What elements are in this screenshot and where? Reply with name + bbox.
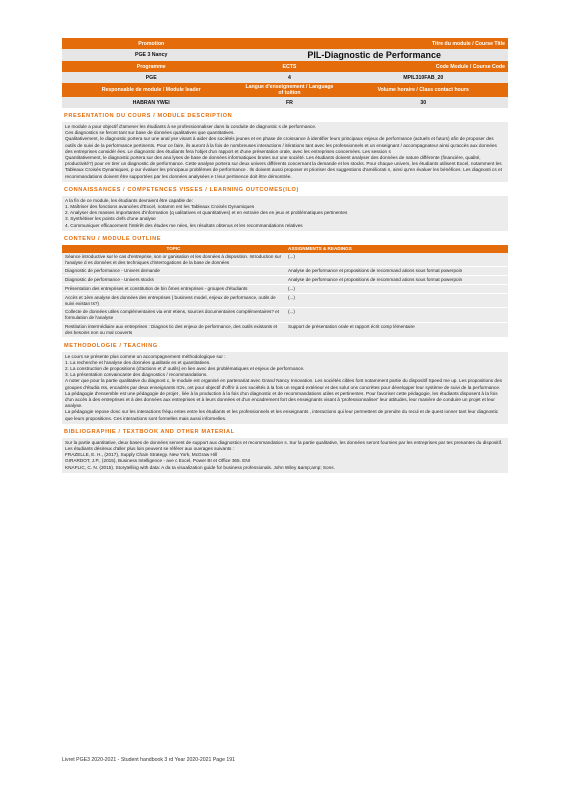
table-row xyxy=(62,253,508,267)
topic-cell: Présentation des entreprises et constitution de bin ômes entreprises - groupes d'étudiants xyxy=(62,285,285,294)
presentation-body xyxy=(62,122,508,182)
module-outline-table xyxy=(62,245,508,338)
topic-cell: Séance introductive sur le cas d'entreprise, son or ganisation et les données à disposition. Introduction sur l'analyse d es données et des techniques d'interrogations de la base de données xyxy=(62,253,285,267)
page-footer: Livret PGE3 2020-2021 - Student handbook 3 rd Year 2020-2021 Page 191 xyxy=(62,757,236,763)
promotion-value: PGE 3 Nancy xyxy=(62,49,240,61)
outcome-line: A la fin de ce module, les étudiants devraient être capable de: xyxy=(65,197,193,203)
teaching-paragraph: 1. La recherche et l'analyse des données qualitativ es et quantitatives. xyxy=(65,359,211,365)
language-label: Langue d'enseignement / Language of tuition xyxy=(240,83,338,97)
presentation-paragraph: Qualitativement, le diagnostic portera sur une anal yse visant à aider des sociétés jeunes et en phase de croissance à identifier leurs principaux enjeux de performance (actuels et futurs) afin de proposer des outils de suivi de la performance pertinents. Pour ce faire, ils auront à la fois de nombreuses interactions / itérations tant avec les professionnels et un enseignant / accompagnateur ainsi qu'accès aux données des entreprises considér ées. Le diagnostic des étudiants fera l'objet d'un rapport et d'une présentation orale, avec les entreprises concernées. Les session s xyxy=(65,136,497,154)
assignment-cell: (...) xyxy=(285,253,508,267)
topic-cell: Diagnostic de performance - Univers stocks xyxy=(62,276,285,285)
ects-label: ECTS xyxy=(240,61,338,72)
assignment-cell: (...) xyxy=(285,293,508,308)
contact-hours-label: Volume horaire / Class contact hours xyxy=(339,83,509,97)
programme-value: PGE xyxy=(62,72,240,83)
outcome-line: 1. Maîtriser des fonctions avancées d'Excel, notamm ent les Tableaux Croisés Dynamiques xyxy=(65,204,255,210)
module-outline-heading: CONTENU / MODULE OUTLINE xyxy=(64,235,162,242)
assignment-cell: (...) xyxy=(285,285,508,294)
topic-column-header: TOPIC xyxy=(62,245,285,253)
course-code-label: Code Module / Course Code xyxy=(339,61,509,72)
table-row xyxy=(62,293,508,308)
table-row xyxy=(62,267,508,276)
outcome-line: 2. Analyser des masses importantes d'information (q ualitatives et quantitatives) et en extraire des en jeux et problématiques pertinentes xyxy=(65,210,348,216)
course-title-label: Titre du module / Course Title xyxy=(240,38,508,49)
outcome-line: 4. Communiquer efficacement l'intérêt des études me nées, les résultats obtenus et les recommandations relatives xyxy=(65,222,303,228)
bibliography-line: Les étudiants désireux d'aller plus loin peuvent se référer aux ouvrages suivants : xyxy=(65,446,234,452)
language-value: FR xyxy=(240,97,338,108)
teaching-paragraph: 2. La construction de propositions (d'actions et d' outils) en lien avec des problématiques et enjeux de performance. xyxy=(65,366,305,372)
course-sheet xyxy=(62,38,508,473)
module-leader-label: Responsable de module / Module leader xyxy=(62,83,240,97)
bibliography-line: FRAZELLE, E. H., (2017), Supply Chain Strategy. New York, McGraw Hill xyxy=(65,452,218,458)
assignments-column-header: ASSIGNMENTS & READINGS xyxy=(285,245,508,253)
teaching-paragraph: A noter que pour la partie qualitative du diagnost c, le module est organisé en partenariat avec Grand Nancy Innovation. Les sociétés cibles font notamment partie du dispositif Speed me up. Les propositions des groupes d'étudia nts, encadrés par deux enseignants ICN, ont pour objectif d'offrir à ces sociétés à la fois un regard extérieur et des solut ons concrètes pour développer leur système de suivi de la performance. xyxy=(65,378,502,390)
topic-cell: Diagnostic de performance - Univers demande xyxy=(62,267,285,276)
ects-value: 4 xyxy=(240,72,338,83)
presentation-heading: PRESENTATION DU COURS / MODULE DESCRIPTION xyxy=(64,113,233,119)
teaching-paragraph: 3. La présentation convaincante des diagnostics / recommandations. xyxy=(65,372,208,378)
course-header-table xyxy=(62,38,508,108)
bibliography-body xyxy=(62,438,508,473)
teaching-heading: METHODOLOGIE / TEACHING xyxy=(64,342,158,349)
presentation-paragraph: Quantitativement, le diagnostic portera sur des ana lyses de base de données informatiques brutes sur une société. Les étudiants doivent analyser des données de nature différente (financière, qualité, productivité?) pour en tirer un diagnostic de performance. Cette analyse portera sur deux univers différents concernant la demande et les stocks. Pour chaque univers, les étudiants utilisent Excel, notamment les Tableaux Croisés Dynamiques, p our évaluer les principaux problèmes de performance . Ils doivent aussi proposer et prioriser des suggestions d'améliorati n, ainsi qu'en évaluer les bénéfices. Les diagnosti cs et recommandations doivent être supportées par les données analysées e t leur pertinence doit être démontrée. xyxy=(65,155,502,179)
outcome-line: 3. Synthétiser les points clefs d'une analyse xyxy=(65,216,156,222)
contact-hours-value: 30 xyxy=(339,97,509,108)
module-leader-value: HABRAN YWEI xyxy=(62,97,240,108)
topic-cell: Restitution intermédiaire aux entreprises : Diagnos tic des enjeux de performance, des outils existants et des besoins non ou mal couverts xyxy=(62,323,285,338)
bibliography-line: KNAFLIC, C. N. (2015). Storytelling with data: A da ta visualization guide for business professionals. John Wiley &amp;amp; Sons. xyxy=(65,464,335,470)
promotion-label: Promotion xyxy=(62,38,240,49)
assignment-cell: Analyse de performance et propositions de recommand ations sous format powerpoin xyxy=(285,276,508,285)
topic-cell: Collecte de données utiles complémentaires via entr etiens, sources documentaires complémentaires? et formulation de l'analyse xyxy=(62,308,285,323)
presentation-paragraph: Le module a pour objectif d'amener les étudiants à se professionnaliser dans la conduite de diagnostic s de performance. xyxy=(65,124,317,129)
presentation-paragraph: Ces diagnostics se feront tant sur base de données qualitatives que quantitatives. xyxy=(65,130,235,136)
learning-outcomes-heading: CONNAISSANCES / COMPETENCES VISEES / LEARNING OUTCOMES(ILO) xyxy=(64,186,299,193)
assignment-cell: Analyse de performance et propositions de recommand ations sous format powerpoin xyxy=(285,267,508,276)
bibliography-heading: BIBLIOGRAPHIE / TEXTBOOK AND OTHER MATERIAL xyxy=(64,428,235,435)
assignment-cell: Support de présentation orale et rapport écrit comp lémentaire xyxy=(285,323,508,338)
table-row xyxy=(62,285,508,294)
table-row xyxy=(62,323,508,338)
table-row xyxy=(62,276,508,285)
teaching-paragraph: La pédagogie d'ensemble est une pédagogie de projet , liée à la production à la fois d'un diagnostic et de recommandations utiles et pertinentes. Pour favoriser cette pédagogie, les étudiants disposent à la fois d'un accès à des entreprises et à des données aux entreprises et à leurs données et d'un encadrement fort des enseignants visant à 'professionnaliser' leur attitudes, leur manière de conduire un projet et leur analyse. xyxy=(65,390,498,409)
table-row xyxy=(62,308,508,323)
bibliography-line: GIRARDOT, J.P., (2015), Business Intelligence - ave c Excel, Power BI et Office 365. ENI xyxy=(65,458,251,464)
programme-label: Programme xyxy=(62,61,240,72)
teaching-body xyxy=(62,352,508,424)
course-code-value: MPIL310FAB_20 xyxy=(339,72,509,83)
topic-cell: Accès et 1ère analyse des données des entreprises ( business model, enjeux de performance, outils de suivi existan ts?) xyxy=(62,293,285,308)
learning-outcomes-body xyxy=(62,196,508,231)
assignment-cell: (...) xyxy=(285,308,508,323)
teaching-paragraph: La pédagogie repose donc sur les interactions fréqu entes entre les étudiants et les professionnels et les enseignants , interactions qui leur permettent de prendre du recul et de quest ionner tant leur diagnostic que leurs propositions. Ces interactions sont formelles mais aussi informelles. xyxy=(65,409,499,421)
course-title-value: PIL-Diagnostic de Performance xyxy=(240,49,508,61)
teaching-paragraph: Le cours se présente plus comme un accompagnement méthodologique sur : xyxy=(65,353,226,359)
bibliography-line: Sur la partie quantitative, deux bases de données servent de support aux diagnostics et recommandation s. Sur la partie qualitative, les données seront fournies par les entreprises par tes prenantes du dispositif. xyxy=(65,439,503,445)
